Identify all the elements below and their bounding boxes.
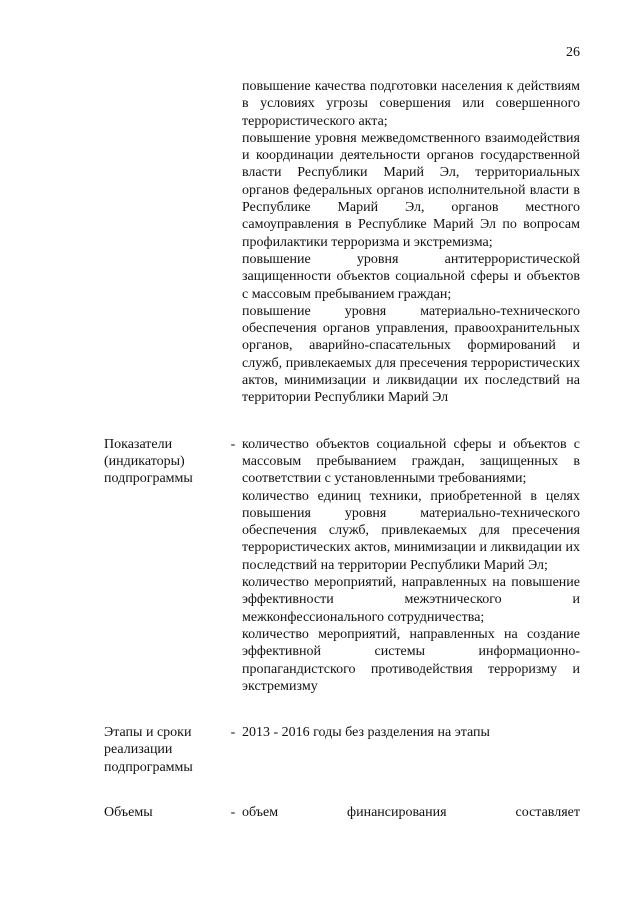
paragraph: 2013 - 2016 годы без разделения на этапы: [242, 725, 490, 741]
page-number: 26: [566, 45, 580, 60]
row-label: Этапы и сроки реализации подпрограммы: [104, 725, 193, 775]
row-dash: -: [230, 436, 236, 452]
paragraph: количество мероприятий, направленных на создание эффективной системы информационно-пропагандистского противодействия терроризму и экстремизму: [242, 626, 580, 694]
row-objectives-continued: [104, 78, 580, 407]
paragraph: повышение уровня материально-технического обеспечения органов управления, правоохранительных органов, аварийно-спасательных формирований и служб, привлекаемых для пресечения террористических актов, минимизации и ликвидации их последствий на территории Республики Марий Эл: [242, 303, 580, 406]
paragraph: объем финансирования составляет: [242, 804, 580, 820]
row-indicators: [104, 436, 580, 695]
row-body: [242, 804, 580, 821]
paragraph: количество единиц техники, приобретенной в целях повышения уровня материально-технического обеспечения служб, привлекаемых для пресечения террористических актов, минимизации и ликвидации их последствий на территории Республики Марий Эл;: [242, 488, 580, 573]
paragraph: количество объектов социальной сферы и объектов с массовым пребыванием граждан, защищенных в соответствии с установленными требованиями;: [242, 436, 580, 487]
row-volumes: [104, 804, 580, 821]
program-passport-table: [104, 78, 580, 821]
row-label: Объемы: [104, 804, 153, 820]
paragraph: повышение качества подготовки населения к действиям в условиях угрозы совершения или совершенного террористического акта;: [242, 79, 580, 129]
row-stages-and-terms: [104, 724, 580, 776]
paragraph: повышение уровня межведомственного взаимодействия и координации деятельности органов государственной власти Республики Марий Эл, территориальных органов федеральных органов исполнительной власти в Республике Марий Эл, органов местного самоуправления в Республике Марий Эл по вопросам профилактики терроризма и экстремизма;: [242, 130, 580, 250]
row-dash: -: [230, 725, 236, 741]
row-body: [242, 78, 580, 407]
row-label: Показатели (индикаторы) подпрограммы: [104, 436, 193, 487]
row-body: [242, 436, 580, 695]
row-dash: -: [230, 804, 236, 820]
paragraph: количество мероприятий, направленных на повышение эффективности межэтнического и межконфессионального сотрудничества;: [242, 575, 580, 625]
paragraph: повышение уровня антитеррористической защищенности объектов социальной сферы и объектов с массовым пребыванием граждан;: [242, 251, 580, 302]
row-body: [242, 724, 580, 741]
